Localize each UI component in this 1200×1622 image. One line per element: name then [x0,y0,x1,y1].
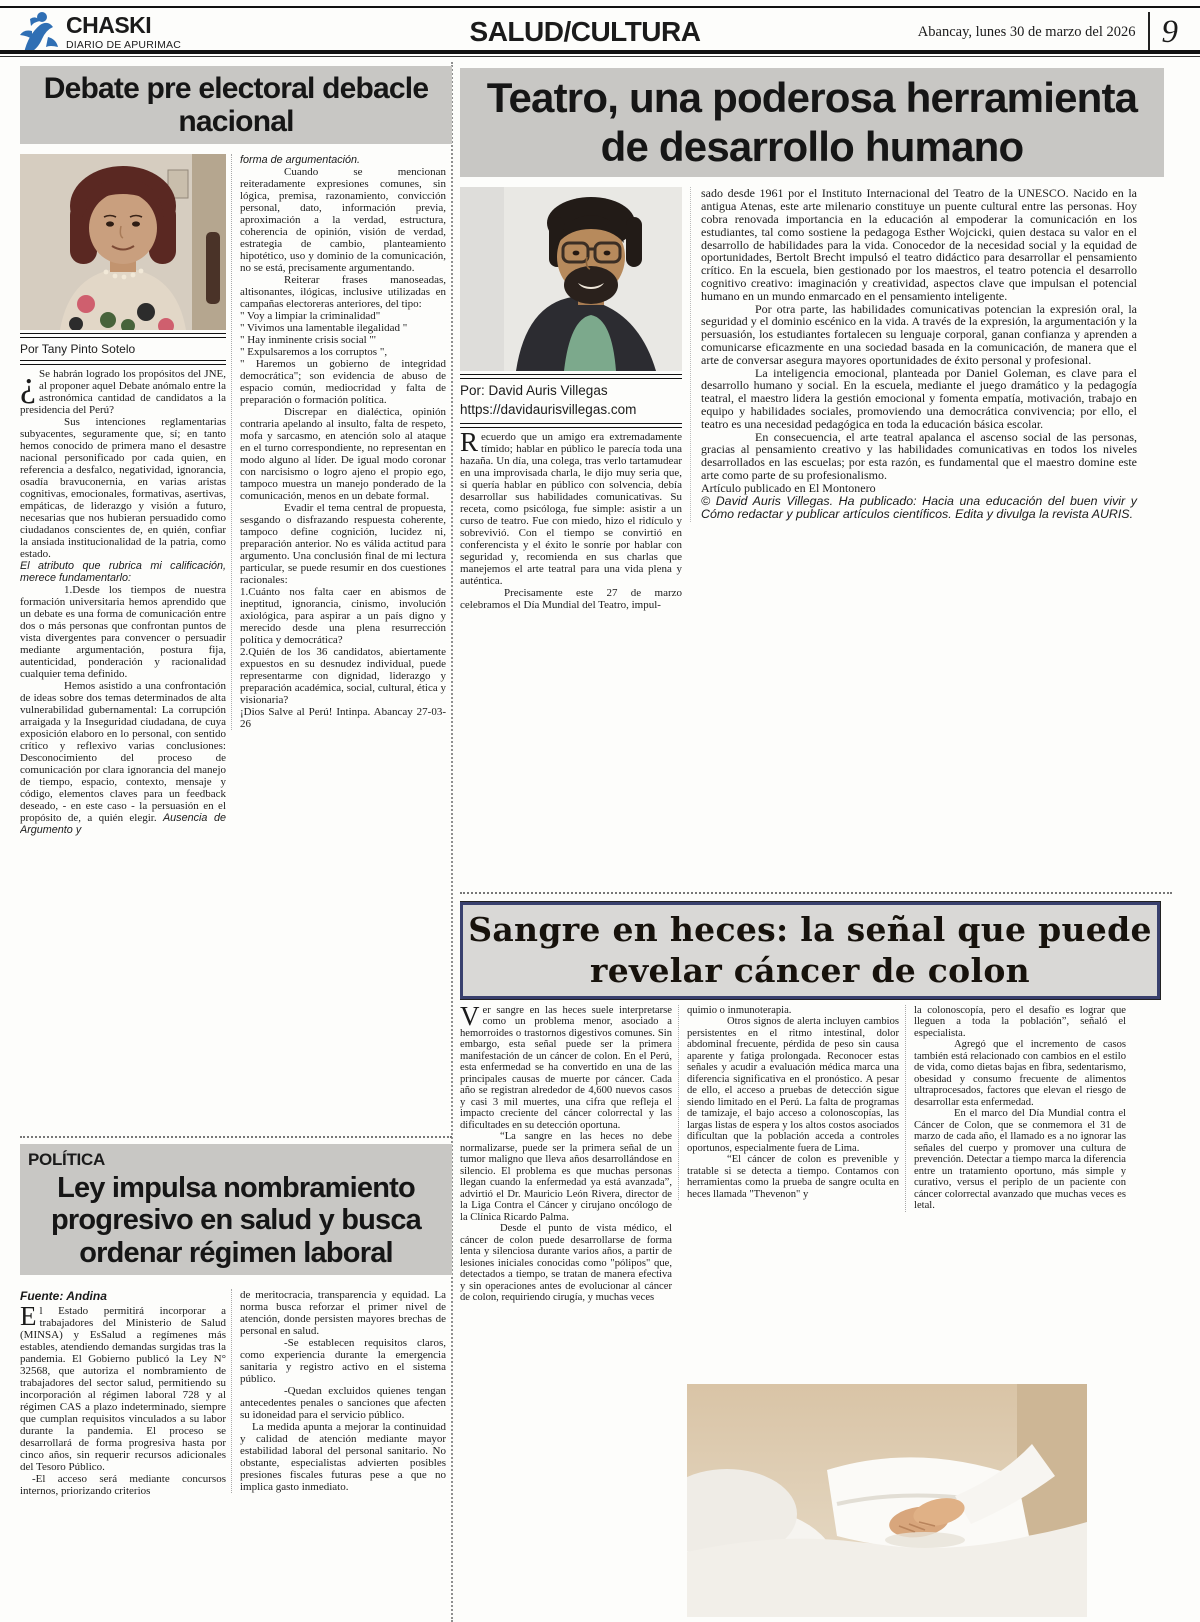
paragraph: " Voy a limpiar la criminalidad" [240,310,381,322]
teatro-column-right [690,187,1137,521]
paragraph: “La sangre en las heces no debe normalizarse, puede ser la primera señal de un tumor maligno que lleva años desarrollándose en silencio. El problema es que muchas personas llegan cuando la enfermedad ya está avanzada”, advirtió el Dr. Mauricio León Rivera, director de la Liga Contra el Cáncer y cirujano oncólogo de la Clínica Ricardo Palma. [460,1131,672,1223]
paragraph: de meritocracia, transparencia y equidad. La norma busca reforzar el primer nivel de atención, donde persisten mayores brechas de personal en salud. [240,1289,446,1338]
teatro-title: Teatro, una poderosa herramienta de desarrollo humano [486,74,1138,170]
dotted-divider [460,892,1172,894]
byline-rule [20,360,226,365]
politica-column-2 [231,1289,446,1493]
dropcap: R [460,427,479,458]
politica-headline-block [20,1144,452,1275]
paragraph: -El acceso será mediante concursos internos, priorizando criterios [20,1473,226,1498]
paragraph: quimio o inmunoterapia. [687,1004,792,1016]
paragraph: 1.Cuánto nos falta caer en abismos de ineptitud, ignorancia, cinismo, involución axiológica, para aspirar a un país digno y merecido desde una plena resurrección política y democrática? [240,586,446,646]
paragraph: “El cáncer de colon es prevenible y tratable si se detecta a tiempo. Contamos con herramientas como la prueba de sangre oculta en heces llamada "Thevenon" y [687,1154,899,1200]
paragraph: Por otra parte, las habilidades comunicativas potencian la expresión oral, la seguridad y el dominio escénico en la vida. A través de la expresión, la argumentación y la persuasión, los estudiantes fortalecen su lenguaje corporal, ganan confianza y aprenden a comunicarse eficazmente en una sociedad basada en la comunicación, de manera que el arte de conversar asegura mayores oportunidades de éxito personal y profesional. [701,301,1137,367]
teatro-columns [460,187,1164,611]
paragraph: 2.Quién de los 36 candidatos, abiertamente expuestos en su desnudez individual, puede representarme con dignidad, liderazgo y preparación académica, social, cultural, ética y visionaria? [240,646,446,706]
left-region [20,64,452,1622]
paragraph-text: ecuerdo que un amigo era extremadamente tímido; hablar en público le parecía toda una hazaña. Un día, una colega, tras verlo tartamudear en una improvisada charla, le dijo muy seria que, si quería hablar en público con solvencia, debía desarrollar sus habilidades comunicativas. Su receta, como psicóloga, fue simple: asistir a un curso de teatro. Fue con miedo, hizo el ridículo y sobrevivió. Con el tiempo se convirtió en conferencista y el éxito le sonríe por hablar con seguridad y, recomienda en sus charlas que manejemos el arte teatral para una vida plena y auténtica. [460,431,682,588]
paragraph: -Quedan excluidos quienes tengan antecedentes penales o sanciones que afecten su idoneidad para el servicio público. [240,1385,446,1422]
top-rule [0,6,1200,8]
dropcap: E [20,1301,37,1332]
paragraph: forma de argumentación. [240,154,361,166]
paragraph: Reiterar frases manoseadas, altisonantes, ilógicas, inclusive utilizadas en campañas electoreras anteriores, del tipo: [240,274,446,310]
paragraph: Discrepar en dialéctica, opinión contraria apelando al insulto, falta de respeto, mofa y sarcasmo, en atención solo al ataque en el turno correspondiente, no representan en modo alguno al líder. De igual modo coronar con narcisismo o logro ajeno el propio ego, tampoco muestra un manejo ponderado de la comunicación, menos en un debate formal. [240,406,446,502]
paragraph: La medida apunta a mejorar la continuidad y calidad de atención mediante mayor estabilidad laboral del personal sanitario. No obstante, especialistas advierten posibles presiones fiscales futuras pese a que no implica gasto inmediato. [240,1421,446,1494]
paragraph-italic-tail: Ausencia de Argumento y [20,812,226,836]
debate-headline-block [20,66,452,144]
paragraph: En consecuencia, el arte teatral apalanca el ascenso social de las personas, gracias al pensamiento creativo y las habilidades comunicativas en todos los niveles desarrollados en las escuelas; por esta razón, es fundamental que el maestro domine este arte como parte de su profesionalismo. [701,429,1137,482]
teatro-headline-block [460,68,1164,177]
teatro-column-left [460,187,682,611]
header-right [852,12,1182,52]
paragraph: 1.Desde los tiempos de nuestra formación universitaria hemos aprendido que un debate es una forma de comunicación entre dos o más personas que confrontan puntos de vista divergentes para convencer o persuadir mediante argumentación, postura fija, autenticidad, ponderación y racionalidad cualquier tema definido. [20,584,226,680]
paragraph: ¡Dios Salve al Perú! Intinpa. Abancay 27-03-26 [240,706,446,730]
dropcap: V [460,1000,480,1031]
header-divider [1148,12,1150,52]
paragraph: Evadir el tema central de propuesta, sesgando o disfrazando respuesta coherente, tampoco define cognición, lucidez ni, preparación anterior. No es válida actitud para argumento. Una conclusión final de mi lectura particular, se puede resumir en dos cuestiones racionales: [240,502,446,586]
paragraph: Artículo publicado en El Montonero [701,480,876,495]
paragraph [20,364,226,416]
paragraph-text: Hemos asistido a una confrontación de ideas sobre dos temas determinados de alta vulnerabilidad gubernamental: La corrupción arraigada y la Inseguridad ciudadana, de cuya exposición elaboro en lo personal, con sentido crítico y reflexivo varias conclusiones: Desconocimiento del proceso de comunicación por clara ignorancia del manejo de tiempo, espacio, contexto, mensaje y código, elementos claves para un feedback deseado, - en este caso - la persuasión en el propósito de, a quién elegir. [20,680,226,824]
debate-title: Debate pre electoral debacle nacional [43,72,429,138]
brand-subtitle: DIARIO DE APURIMAC [66,38,182,51]
teatro-byline: Por: David Auris Villegas [460,383,608,399]
article-sangre [460,892,1172,1622]
header-rule-thin [0,56,1200,57]
debate-author-photo [20,154,226,330]
debate-column-1 [20,154,226,836]
sangre-column-1 [460,1000,672,1304]
chaski-logo-icon [18,9,60,55]
byline-rule [460,374,682,379]
section-title: SALUD/CULTURA [469,16,701,47]
masthead [18,9,318,55]
page-number: 9 [1161,13,1178,50]
article-teatro [460,64,1164,886]
sangre-column-2 [678,1005,899,1201]
politica-columns [20,1289,452,1497]
politica-kicker: POLÍTICA [28,1150,105,1169]
teatro-author-photo [460,187,682,371]
dropcap: ¿ [20,364,36,404]
article-politica [20,1136,452,1622]
byline-rule [460,423,682,428]
dateline: Abancay, lunes 30 de marzo del 2026 [917,23,1136,40]
page-header [18,10,1182,54]
paragraph: Cuando se mencionan reiteradamente expresiones comunes, sin lógica, premisa, razonamiento, convicción personal, dato, información previa, aproximación a la verdad, estructura, coherencia de opinión, visión de verdad, estrategia de cambio, planteamiento hipotético, uso y dominio de la comunicación, no se está, precisamente argumentando. [240,166,446,274]
paragraph: Sus intenciones reglamentarias subyacentes, seguramente que, sí; en tanto hemos conocido de primera mano el desastre nacional personificado por cada quien, en referencia a desfalco, negatividad, ignorancia, osadía bravuconernia, en varias aristas cognitivas, emocionales, formativas, asertivas, empáticas, de liderazgo y visión a futuro, necesarias que nos hubieran persuadido como ciudadanos conscientes de, en quién, confiar la ansiada institucionalidad de la patria, como estado. [20,416,226,560]
paragraph [460,1000,672,1132]
paragraph: " Haremos un gobierno de integridad democrática"; son evidencia de abuso de espacio común, mediocridad y falta de preparación o formación política. [240,358,446,406]
sangre-headline-box [460,902,1160,999]
debate-columns [20,154,452,836]
paragraph: -Se establecen requisitos claros, como experiencia durante la emergencia sanitaria y registro activo en el sistema público. [240,1337,446,1386]
paragraph: la colonoscopía, pero el desafío es lograr que lleguen a toda la población”, señaló el especialista. [914,1004,1126,1039]
politica-title: Ley impulsa nombramiento progresivo en salud y busca ordenar régimen laboral [50,1172,422,1269]
patient-photo [687,1384,1087,1617]
right-region [458,64,1182,1622]
paragraph: El atributo que rubrica mi calificación, merece fundamentarlo: [20,560,226,584]
paragraph: Precisamente este 27 de marzo celebramos el Día Mundial del Teatro, impul- [460,587,682,612]
paragraph: Desde el punto de vista médico, el cáncer de colon puede desarrollarse de forma lenta y silenciosa durante varios años, a partir de lesiones iniciales conocidas como "pólipos" que, detectados a tiempo, se tratan de manera efectiva y sin operaciones antes de evolucionar al cáncer de colon, requiriendo cirugía, y muchas veces [460,1223,672,1303]
paragraph-text: l Estado permitirá incorporar a trabajadores del Ministerio de Salud (MINSA) y EsSalud a regímenes más estables, atendiendo demandas surgidas tras la pandemia. El Gobierno publicó la Ley N° 32568, que autoriza el nombramiento de trabajadores del sector salud, permitiendo su incorporación al régimen laboral 728 y al régimen CAS a plazo indeterminado, siempre que cumplan requisitos vinculados a su labor durante la pandemia. El proceso se desarrollará de forma progresiva hasta por cinco años, sin requerir recursos adicionales del Tesoro Público. [20,1305,226,1474]
byline-rule [20,333,226,338]
paragraph: " Vivimos una lamentable ilegalidad " [240,322,408,334]
paragraph-text: er sangre en las heces suele interpretarse como un problema menor, asociado a hemorroides o trastornos digestivos comunes. Sin embargo, esta señal puede ser la primera manifestación de un cáncer de colon. En el Perú, esta enfermedad se ha convertido en una de las principales causas de muerte por cáncer. Cada año se registran alrededor de 4,600 nuevos casos y casi 3 mil muertes, una cifra que refleja el impacto creciente del cáncer colorrectal y las dificultades en su detección oportuna. [460,1004,672,1131]
sangre-title: Sangre en heces: la señal que puede revelar cáncer de colon [468,910,1152,991]
paragraph: Otros signos de alerta incluyen cambios persistentes en el ritmo intestinal, dolor abdominal frecuente, pérdida de peso sin causa aparente y fatiga prolongada. Reconocer estas señales y acudir a evaluación médica marca una diferencia significativa en el pronóstico. A pesar de ello, el acceso a pruebas de detección sigue siendo limitado en el Perú. La falta de programas de tamizaje, el bajo acceso a colonoscopías, las largas listas de espera y los altos costos asociados dificultan que la población acceda a controles oportunos, especialmente fuera de Lima. [687,1016,899,1154]
dotted-divider [20,1136,452,1138]
paragraph: La inteligencia emocional, planteada por Daniel Goleman, es clave para el desarrollo humano y social. En la escuela, mediante el juego dramático y la pedagogía teatral, el maestro lidera la gestión emocional y fomenta empatía, motivación, trabajo en equipo y habilidades sociales, promoviendo una democrática convivencia; por ello, el teatro es una necesidad pedagógica en toda la educación básica escolar. [701,365,1137,431]
paragraph [460,427,682,588]
header-rule [0,50,1200,54]
sangre-columns [460,1000,1172,1304]
paragraph-text: Se habrán logrado los propósitos del JNE, al proponer aquel Debate anómalo entre la astronómica cantidad de candidatos a la presidencia del Perú? [20,368,226,416]
article-debate [20,64,452,1132]
paragraph: sado desde 1961 por el Instituto Internacional del Teatro de la UNESCO. Nacido en la antigua Atenas, este arte milenario constituye un puente cultural entre las personas. Hoy cobra renovada importancia en la educación al empoderar la comunicación en los estudiantes, tal como sostiene la pedagoga Esther Wojcicki, quien destaca su valor en el desarrollo de habilidades para la vida. Conocedor de la necesidad social y la equidad de oportunidades, Bertolt Brecht impulsó el teatro didáctico para desarrollar el pensamiento crítico. En la escuela, bien gestionado por los maestros, el teatro potencia el desarrollo cognitivo creativo: imaginación y creatividad, aspectos clave que impulsan el potencial humano en un mundo enmarcado en el pensamiento inteligente. [701,186,1137,303]
sangre-column-3 [905,1005,1126,1212]
brand-name: CHASKI [66,11,152,38]
paragraph [20,1301,226,1474]
paragraph: En el marco del Día Mundial contra el Cáncer de Colon, que se conmemora el 31 de marzo de cada año, el llamado es a no ignorar las señales del cuerpo y promover una cultura de prevención. Detectar a tiempo marca la diferencia entre un tratamiento oportuno, más simple y curativo, versus el periplo de un paciente con cáncer colorrectal avanzado que muchas veces es letal. [914,1108,1126,1211]
debate-byline: Por Tany Pinto Sotelo [20,342,136,356]
politica-source: Fuente: Andina [20,1289,107,1304]
brand-text [66,11,182,51]
debate-column-2 [231,154,446,730]
paragraph [20,680,226,836]
paragraph: " Hay inminente crisis social "' [240,334,376,346]
paragraph: " Expulsaremos a los corruptos ", [240,346,388,358]
teatro-website-link[interactable]: https://davidaurisvillegas.com [460,402,637,418]
teatro-author-credit: © David Auris Villegas. Ha publicado: Hacia una educación del buen vivir y Cómo redactar y publicar artículos científicos. Edita y divulga la revista AURIS. [701,493,1137,522]
paragraph: Agregó que el incremento de casos también está relacionado con cambios en el estilo de vida, como dietas bajas en fibra, sedentarismo, obesidad y consumo frecuente de alimentos ultraprocesados, factores que elevan el riesgo de desarrollar esta enfermedad. [914,1039,1126,1108]
politica-column-1 [20,1289,226,1497]
